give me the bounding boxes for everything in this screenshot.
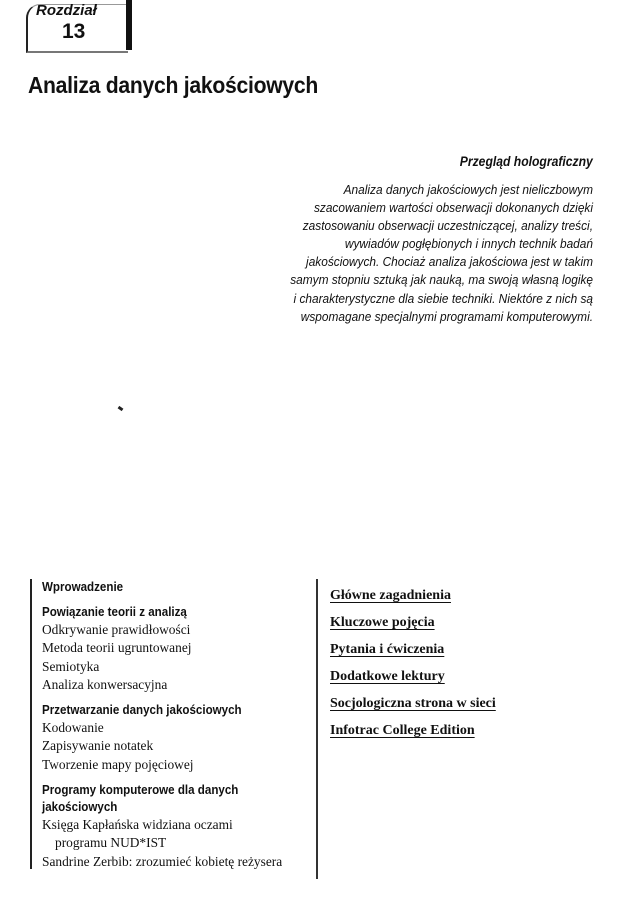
toc-section-heading: Powiązanie teorii z analizą: [42, 605, 187, 619]
toc-item: Metoda teorii ugruntowanej: [42, 640, 192, 656]
toc-section-heading: Przetwarzanie danych jakościowych: [42, 703, 242, 718]
chapter-label: Rozdział: [36, 2, 97, 19]
toc-item: Księga Kapłańska widziana oczami: [42, 817, 233, 833]
toc-item: Tworzenie mapy pojęciowej: [42, 756, 194, 772]
chapter-extras: [330, 582, 496, 744]
toc-intro: Wprowadzenie: [42, 580, 124, 594]
toc-section-heading: jakościowych: [42, 800, 118, 815]
extras-link-web-site[interactable]: Socjologiczna strona w sieci: [330, 696, 496, 711]
toc-item: Odkrywanie prawidłowości: [42, 622, 191, 637]
print-speck: [118, 406, 124, 411]
overview-heading: Przegląd holograficzny: [459, 154, 593, 169]
toc-item: Sandrine Zerbib: zrozumieć kobietę reżysera: [42, 853, 283, 869]
toc-item: Semiotyka: [42, 658, 100, 674]
toc-section-heading: Programy komputerowe dla danych: [42, 783, 239, 798]
extras-rule: [316, 579, 318, 879]
chapter-number: 13: [62, 20, 86, 43]
toc-item: Zapisywanie notatek: [42, 738, 154, 754]
extras-link-key-terms[interactable]: Kluczowe pojęcia: [330, 615, 435, 630]
toc-item: Kodowanie: [42, 720, 104, 736]
chapter-badge: [26, 0, 132, 62]
chapter-contents: [30, 579, 324, 869]
overview-text: Analiza danych jakościowych jest nieliczbowym szacowaniem wartości obserwacji dokonanych dzięki zastosowaniu obserwacji uczestniczącej, analizy treści, wywiadów pogłębionych i innych technik badań jakościowych. Chociaż analiza jakościowa jest w takim samym stopniu sztuką jak nauką, ma swoją własną logikę i charakterystyczne dla siebie techniki. Niektóre z nich są wspomagane specjalnymi programami komputerowymi.: [290, 182, 593, 324]
toc-item: programu NUD*IST: [55, 835, 167, 851]
toc-item: Analiza konwersacyjna: [42, 676, 168, 692]
extras-link-main-issues[interactable]: Główne zagadnienia: [330, 588, 451, 603]
chapter-title: Analiza danych jakościowych: [28, 72, 319, 98]
extras-link-review-questions[interactable]: Pytania i ćwiczenia: [330, 642, 445, 657]
extras-link-infotrac[interactable]: Infotrac College Edition: [330, 723, 475, 738]
chapter-badge-spine: [126, 0, 132, 50]
extras-link-additional-readings[interactable]: Dodatkowe lektury: [330, 669, 445, 684]
